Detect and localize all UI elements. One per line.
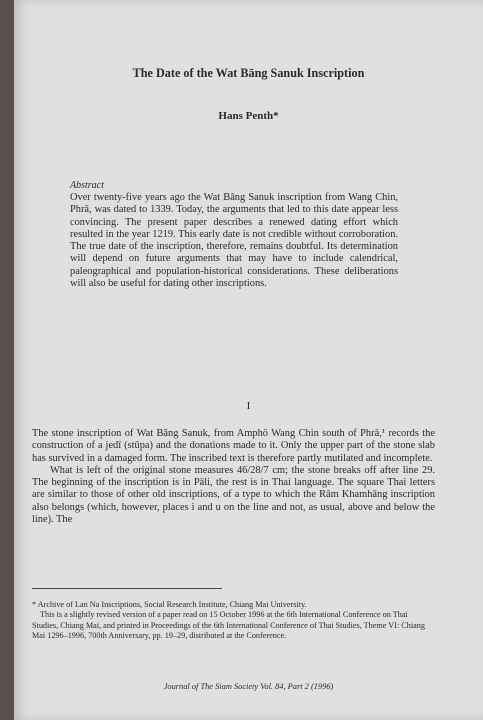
footnote-affiliation: * Archive of Lan Na Inscriptions, Social Research Institute, Chiang Mai University.	[32, 600, 307, 609]
footnote-revision: This is a slightly revised version of a paper read on 15 October 1996 at the 6th International Conference on Thai Studies, Chiang Mai, and printed in Proceedings of the 6th International Conference of Thai Studies, Theme VI: Chiang Mai 1296–1996, 700th Anniversary, pp. 19–29, distributed at the Conference.	[32, 610, 425, 640]
footnote-rule	[32, 588, 222, 589]
abstract-text: Over twenty-five years ago the Wat Bāng Sanuk inscription from Wang Chin, Phrā, was dated to 1339. Today, the arguments that led to this date appear less convincing. The present paper describes a renewed dating effort which resulted in the year 1219. This early date is not credible without corroboration. The true date of the inscription, therefore, remains doubtful. Its determination will depend on future arguments that may have to include calendrical, paleographical and population-historical considerations. These deliberations will also be useful for dating other inscriptions.	[70, 192, 398, 290]
footnotes	[32, 600, 435, 641]
body-paragraph: The stone inscription of Wat Bāng Sanuk, from Amphö Wang Chin south of Phrā,¹ records the construction of a jedī (stūpa) and the donations made to it. Only the upper part of the stone slab has survived in a damaged form. The inscribed text is therefore partly mutilated and incomplete.	[32, 428, 435, 464]
journal-footer: Journal of The Siam Society Vol. 84, Part 2 (1996)	[163, 682, 334, 691]
page	[14, 0, 483, 720]
body-text	[32, 428, 435, 526]
abstract-label: Abstract	[70, 180, 104, 191]
article-title: The Date of the Wat Bāng Sanuk Inscription	[132, 66, 365, 80]
body-paragraph: What is left of the original stone measures 46/28/7 cm; the stone breaks off after line 29. The beginning of the inscription is in Pāli, the rest is in Thai language. The square Thai letters are similar to those of other old inscriptions, of a type to which the Rām Khamhāng inscription also belongs (which, however, places i and u on the line and not, as usual, above and below the line). The	[32, 464, 435, 526]
section-number: I	[246, 400, 251, 412]
author-name: Hans Penth*	[218, 110, 279, 122]
